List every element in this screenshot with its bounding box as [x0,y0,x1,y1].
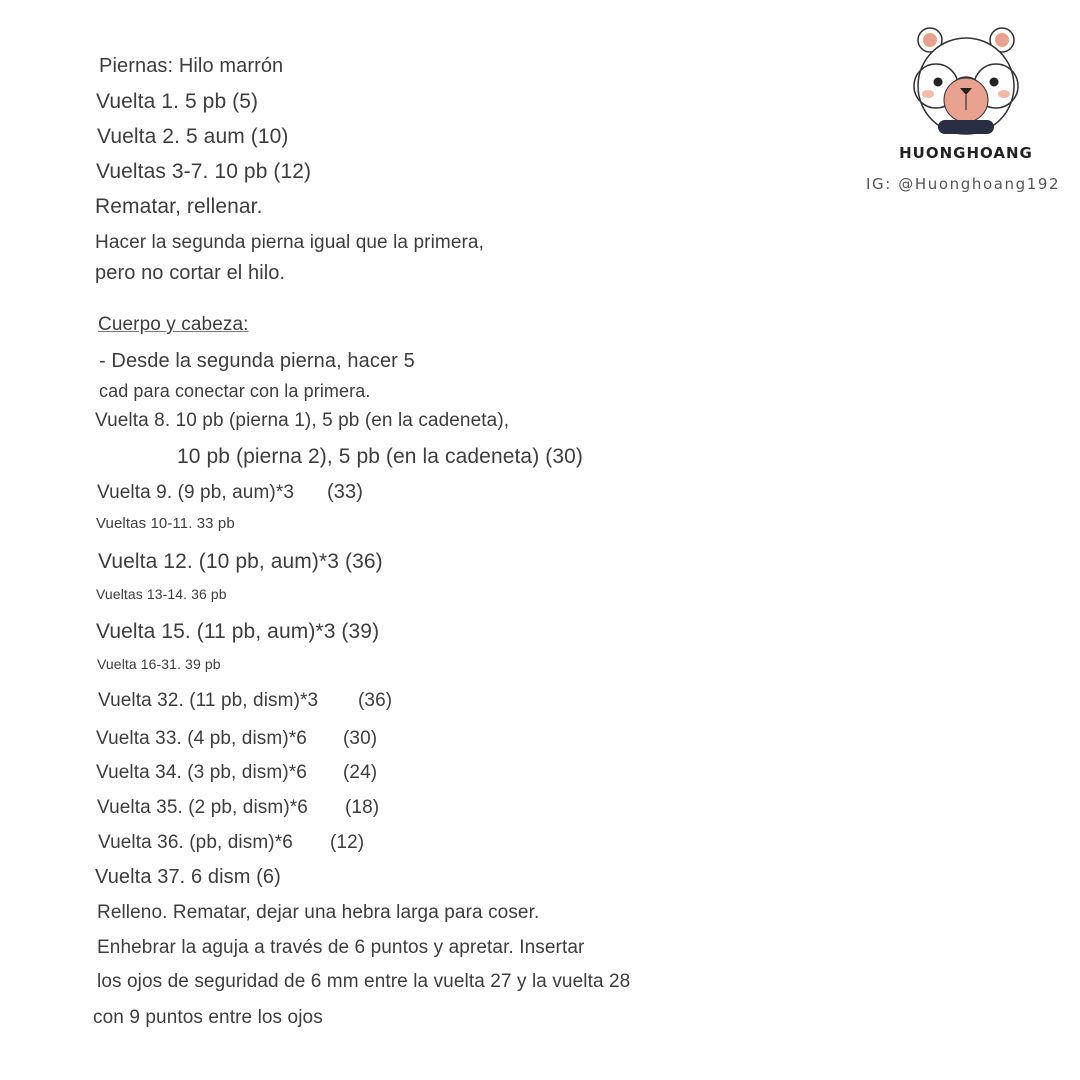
note-legs-1: Hacer la segunda pierna igual que la primera, [95,232,484,253]
row-37: Vuelta 37. 6 dism (6) [95,866,281,888]
row-35-count: (18) [345,797,380,818]
row-36-count: (12) [330,832,365,853]
row-12: Vuelta 12. (10 pb, aum)*3 (36) [98,550,383,573]
row-32: Vuelta 32. (11 pb, dism)*3 [98,690,319,711]
finish-body-4: con 9 puntos entre los ojos [93,1007,323,1028]
section-title-body: Cuerpo y cabeza: [98,314,249,335]
finish-legs: Rematar, rellenar. [95,195,263,218]
row-35: Vuelta 35. (2 pb, dism)*6 [97,797,308,818]
row-1: Vuelta 1. 5 pb (5) [96,90,259,113]
row-32-count: (36) [358,690,393,711]
row-2: Vuelta 2. 5 aum (10) [97,125,289,148]
finish-body-1: Relleno. Rematar, dejar una hebra larga para coser. [97,902,540,923]
row-13-14: Vueltas 13-14. 36 pb [96,586,227,602]
finish-body-3: los ojos de seguridad de 6 mm entre la vuelta 27 y la vuelta 28 [97,971,631,992]
row-3-7: Vueltas 3-7. 10 pb (12) [96,160,312,183]
row-34-count: (24) [343,762,378,783]
row-34: Vuelta 34. (3 pb, dism)*6 [96,762,307,783]
row-9-count: (33) [327,481,363,503]
bear-with-glasses-icon [896,18,1036,168]
body-intro-1: - Desde la segunda pierna, hacer 5 [99,350,415,372]
section-title-legs: Piernas: Hilo marrón [99,55,284,77]
row-15: Vuelta 15. (11 pb, aum)*3 (39) [96,620,380,643]
instagram-handle: IG: @Huonghoang192 [866,175,1061,193]
row-33: Vuelta 33. (4 pb, dism)*6 [96,728,307,749]
logo [896,18,1036,168]
body-intro-2: cad para conectar con la primera. [99,381,371,401]
row-8b: 10 pb (pierna 2), 5 pb (en la cadeneta) (30) [177,445,583,468]
row-33-count: (30) [343,728,378,749]
brand-name: HUONGHOANG [899,144,1033,162]
row-16-31: Vuelta 16-31. 39 pb [97,656,221,672]
finish-body-2: Enhebrar la aguja a través de 6 puntos y apretar. Insertar [97,937,585,958]
row-10-11: Vueltas 10-11. 33 pb [96,515,235,532]
row-8a: Vuelta 8. 10 pb (pierna 1), 5 pb (en la cadeneta), [95,410,510,431]
row-9: Vuelta 9. (9 pb, aum)*3 [97,482,294,503]
note-legs-2: pero no cortar el hilo. [95,262,286,284]
row-36: Vuelta 36. (pb, dism)*6 [98,832,293,853]
